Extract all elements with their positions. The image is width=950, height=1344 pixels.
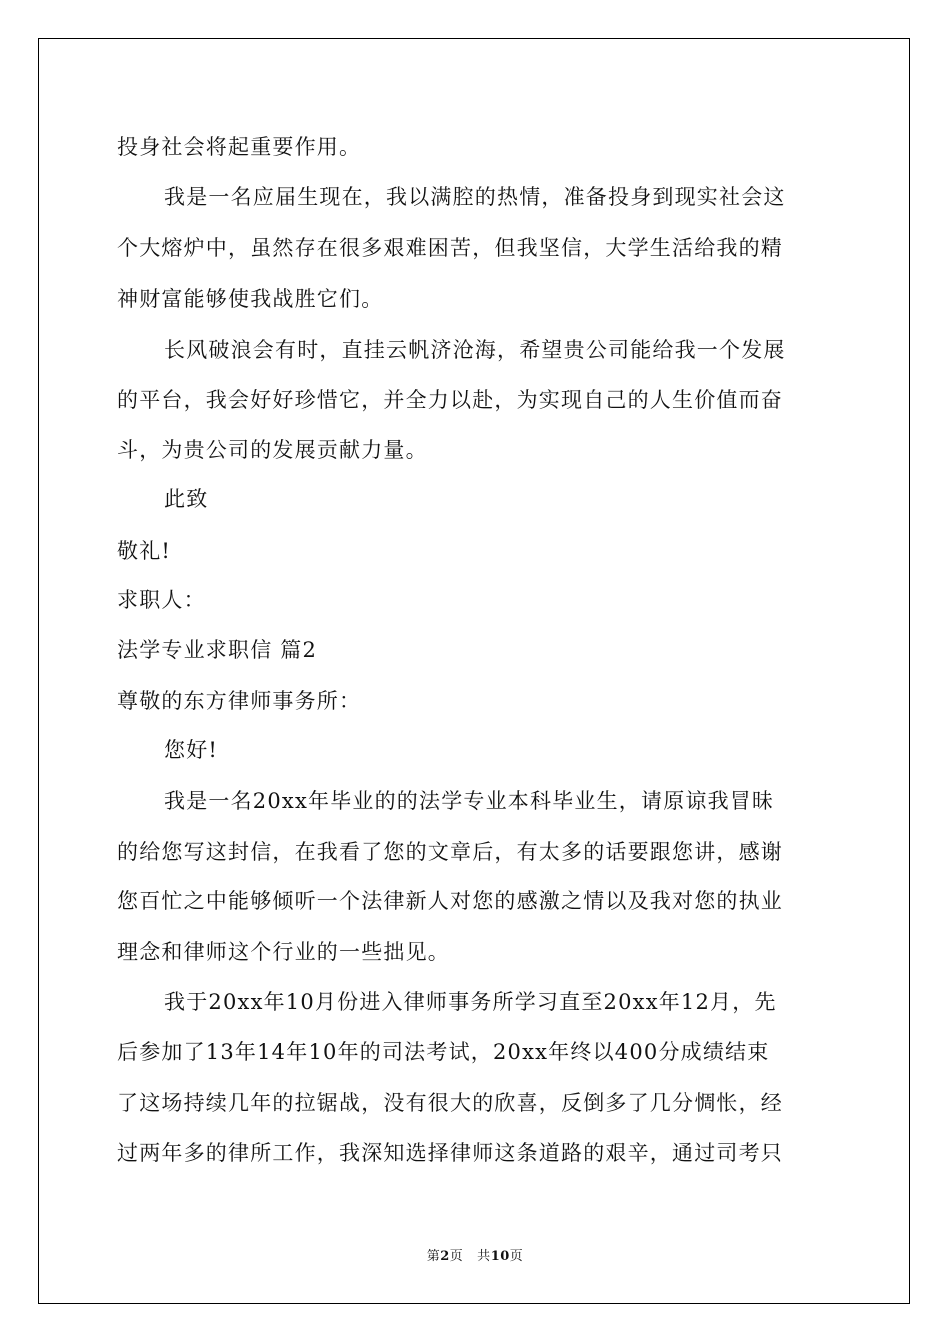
total-prefix: 共	[477, 1249, 491, 1264]
text-line: 了这场持续几年的拉锯战，没有很大的欣喜，反倒多了几分惆怅，经	[117, 1091, 783, 1115]
text-line: 我是一名20xx年毕业的的法学专业本科毕业生，请原谅我冒昧	[164, 789, 775, 813]
text-line: 后参加了13年14年10年的司法考试，20xx年终以400分成绩结束	[117, 1040, 770, 1064]
page-prefix: 第	[426, 1249, 441, 1264]
text-line: 理念和律师这个行业的一些拙见。	[117, 940, 450, 964]
text-line: 的平台，我会好好珍惜它，并全力以赴，为实现自己的人生价值而奋	[117, 388, 783, 412]
greeting: 您好!	[164, 738, 219, 762]
total-pages: 10	[490, 1249, 510, 1264]
text-line: 斗，为贵公司的发展贡献力量。	[117, 438, 428, 462]
text-line: 投身社会将起重要作用。	[117, 135, 362, 159]
text-line: 个大熔炉中，虽然存在很多艰难困苦，但我坚信，大学生活给我的精	[117, 236, 783, 260]
recipient-line: 尊敬的东方律师事务所：	[117, 689, 362, 713]
text-line: 我是一名应届生现在，我以满腔的热情，准备投身到现实社会这	[164, 185, 786, 209]
text-line: 的给您写这封信，在我看了您的文章后，有太多的话要跟您讲，感谢	[117, 840, 783, 864]
text-line: 您百忙之中能够倾听一个法律新人对您的感激之情以及我对您的执业	[117, 889, 783, 913]
text-line: 过两年多的律所工作，我深知选择律师这条道路的艰辛，通过司考只	[117, 1141, 783, 1165]
text-line: 我于20xx年10月份进入律师事务所学习直至20xx年12月，先	[164, 990, 777, 1014]
text-line: 神财富能够使我战胜它们。	[117, 287, 384, 311]
section-title: 法学专业求职信 篇2	[117, 638, 318, 662]
total-suffix: 页	[509, 1249, 524, 1264]
closing-phrase: 此致	[164, 487, 209, 511]
page-number: 2	[440, 1249, 450, 1264]
signature-label: 求职人：	[117, 588, 206, 612]
salutation: 敬礼!	[117, 539, 172, 563]
text-line: 长风破浪会有时，直挂云帆济沧海，希望贵公司能给我一个发展	[164, 338, 786, 362]
page-suffix: 页	[449, 1249, 464, 1264]
page-footer	[0, 1245, 950, 1264]
